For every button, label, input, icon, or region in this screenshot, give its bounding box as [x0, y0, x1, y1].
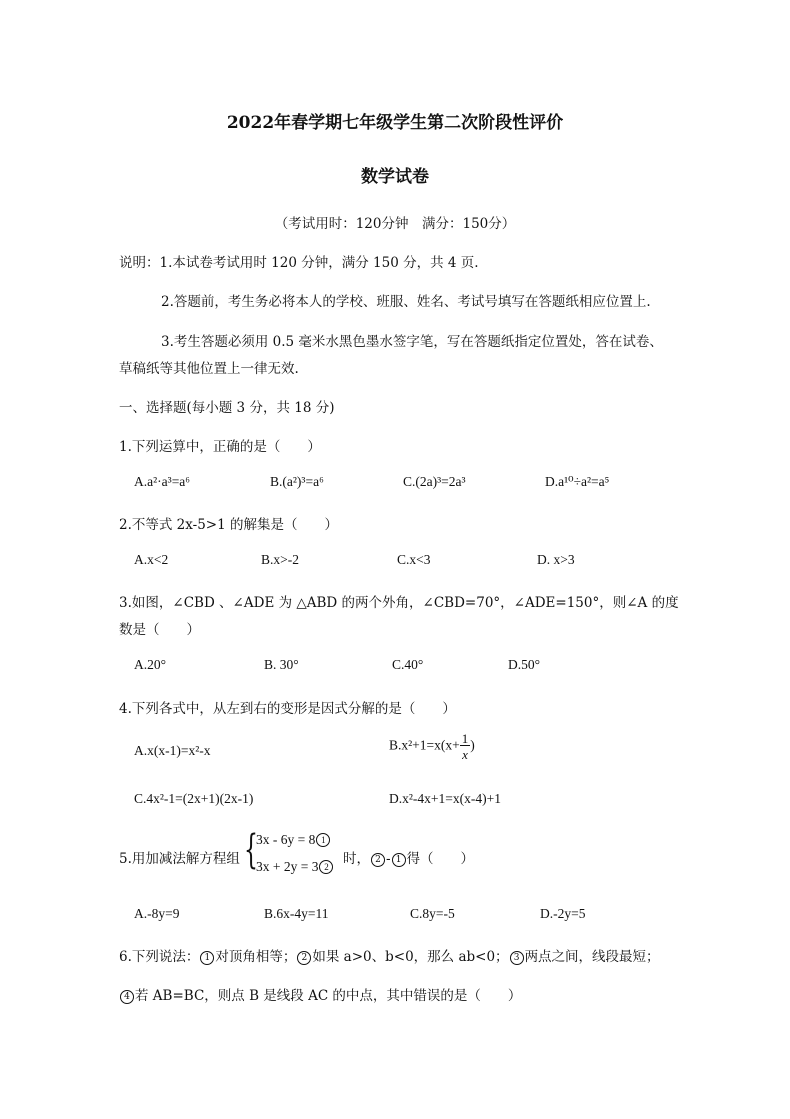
question-3-option-c: C.40°: [392, 657, 424, 672]
circled-number: 1: [200, 951, 214, 965]
question-3-option-a: A.20°: [134, 657, 167, 672]
question-4-option-d: D.x²-4x+1=x(x-4)+1: [389, 791, 501, 806]
circled-number: 1: [392, 853, 406, 867]
page-subtitle: 数学试卷: [361, 167, 429, 187]
section-heading: 一、选择题(每小题 3 分，共 18 分): [119, 400, 335, 416]
question-1-stem: 1.下列运算中，正确的是（ ）: [119, 439, 321, 455]
question-1-option-b: B.(a²)³=a⁶: [270, 474, 324, 489]
question-4-option-b: [389, 732, 475, 761]
fraction: [460, 732, 471, 761]
circled-number: 1: [316, 833, 330, 847]
equation-1-text: 3x - 6y = 8: [256, 832, 316, 847]
question-2-option-d: D. x>3: [537, 552, 575, 567]
equation-1: [256, 832, 331, 848]
equation-2-text: 3x + 2y = 3: [256, 859, 319, 874]
question-6-stem-cont: [119, 984, 521, 1004]
circled-number: 4: [120, 990, 134, 1004]
circled-number: 2: [371, 853, 385, 867]
stem-mid: 时，: [343, 851, 370, 867]
statement-1: 对顶角相等；: [215, 949, 297, 965]
question-2-option-a: A.x<2: [134, 552, 169, 567]
stem-pre: 6.下列说法：: [119, 949, 200, 965]
stem-post: 得（ ）: [406, 851, 475, 867]
question-4-option-c: C.4x²-1=(2x+1)(2x-1): [134, 791, 254, 806]
equation-brace: {: [244, 827, 258, 873]
fraction-denominator: x: [462, 747, 468, 762]
circled-number: 2: [319, 860, 333, 874]
question-6-stem: [119, 945, 660, 965]
question-5-option-c: C.8y=-5: [410, 906, 455, 921]
question-3-stem-cont: 数是（ ）: [119, 622, 200, 638]
minus: -: [386, 851, 391, 867]
instruction-line-3-cont: 草稿纸等其他位置上一律无效.: [119, 361, 299, 377]
statement-3: 两点之间，线段最短；: [524, 949, 660, 965]
question-2-option-b: B.x>-2: [261, 552, 299, 567]
circled-number: 3: [510, 951, 524, 965]
equation-2: [256, 859, 334, 875]
question-5-stem-cont: [343, 847, 474, 867]
statement-2: 如果 a>0、b<0，那么 ab<0；: [312, 949, 509, 965]
instruction-line-3: 3.考生答题必须用 0.5 毫米水黑色墨水签字笔，写在答题纸指定位置处，答在试卷、: [161, 334, 663, 350]
question-5-option-a: A.-8y=9: [134, 906, 180, 921]
question-3-option-d: D.50°: [508, 657, 541, 672]
question-5-option-b: B.6x-4y=11: [264, 906, 329, 921]
question-4-option-a: A.x(x-1)=x²-x: [134, 743, 211, 758]
question-1-option-c: C.(2a)³=2a³: [403, 474, 466, 489]
question-4-stem: 4.下列各式中，从左到右的变形是因式分解的是（ ）: [119, 701, 456, 717]
exam-info: （考试用时：120分钟 满分：150分）: [274, 216, 516, 232]
fraction-numerator: 1: [461, 731, 469, 746]
question-5-option-d: D.-2y=5: [540, 906, 586, 921]
instruction-line-1: 说明：1.本试卷考试用时 120 分钟，满分 150 分，共 4 页.: [119, 255, 479, 271]
question-3-stem: 3.如图，∠CBD 、∠ADE 为 △ABD 的两个外角，∠CBD=70°，∠ADE=150°，则∠A 的度: [119, 595, 679, 611]
question-5-stem: 5.用加减法解方程组: [119, 851, 240, 867]
question-3-option-b: B. 30°: [264, 657, 299, 672]
instruction-line-2: 2.答题前，考生务必将本人的学校、班服、姓名、考试号填写在答题纸相应位置上.: [161, 294, 651, 310]
option-b-left: B.x²+1=x(x+: [389, 737, 460, 753]
statement-4: 若 AB=BC，则点 B 是线段 AC 的中点，其中错误的是（ ）: [135, 988, 522, 1004]
question-2-stem: 2.不等式 2x-5>1 的解集是（ ）: [119, 517, 338, 533]
question-2-option-c: C.x<3: [397, 552, 431, 567]
option-b-right: ): [470, 737, 475, 753]
question-1-option-a: A.a²·a³=a⁶: [134, 474, 191, 489]
question-1-option-d: D.a¹⁰÷a²=a⁵: [545, 474, 610, 489]
page-title: 2022年春学期七年级学生第二次阶段性评价: [226, 113, 564, 133]
circled-number: 2: [297, 951, 311, 965]
